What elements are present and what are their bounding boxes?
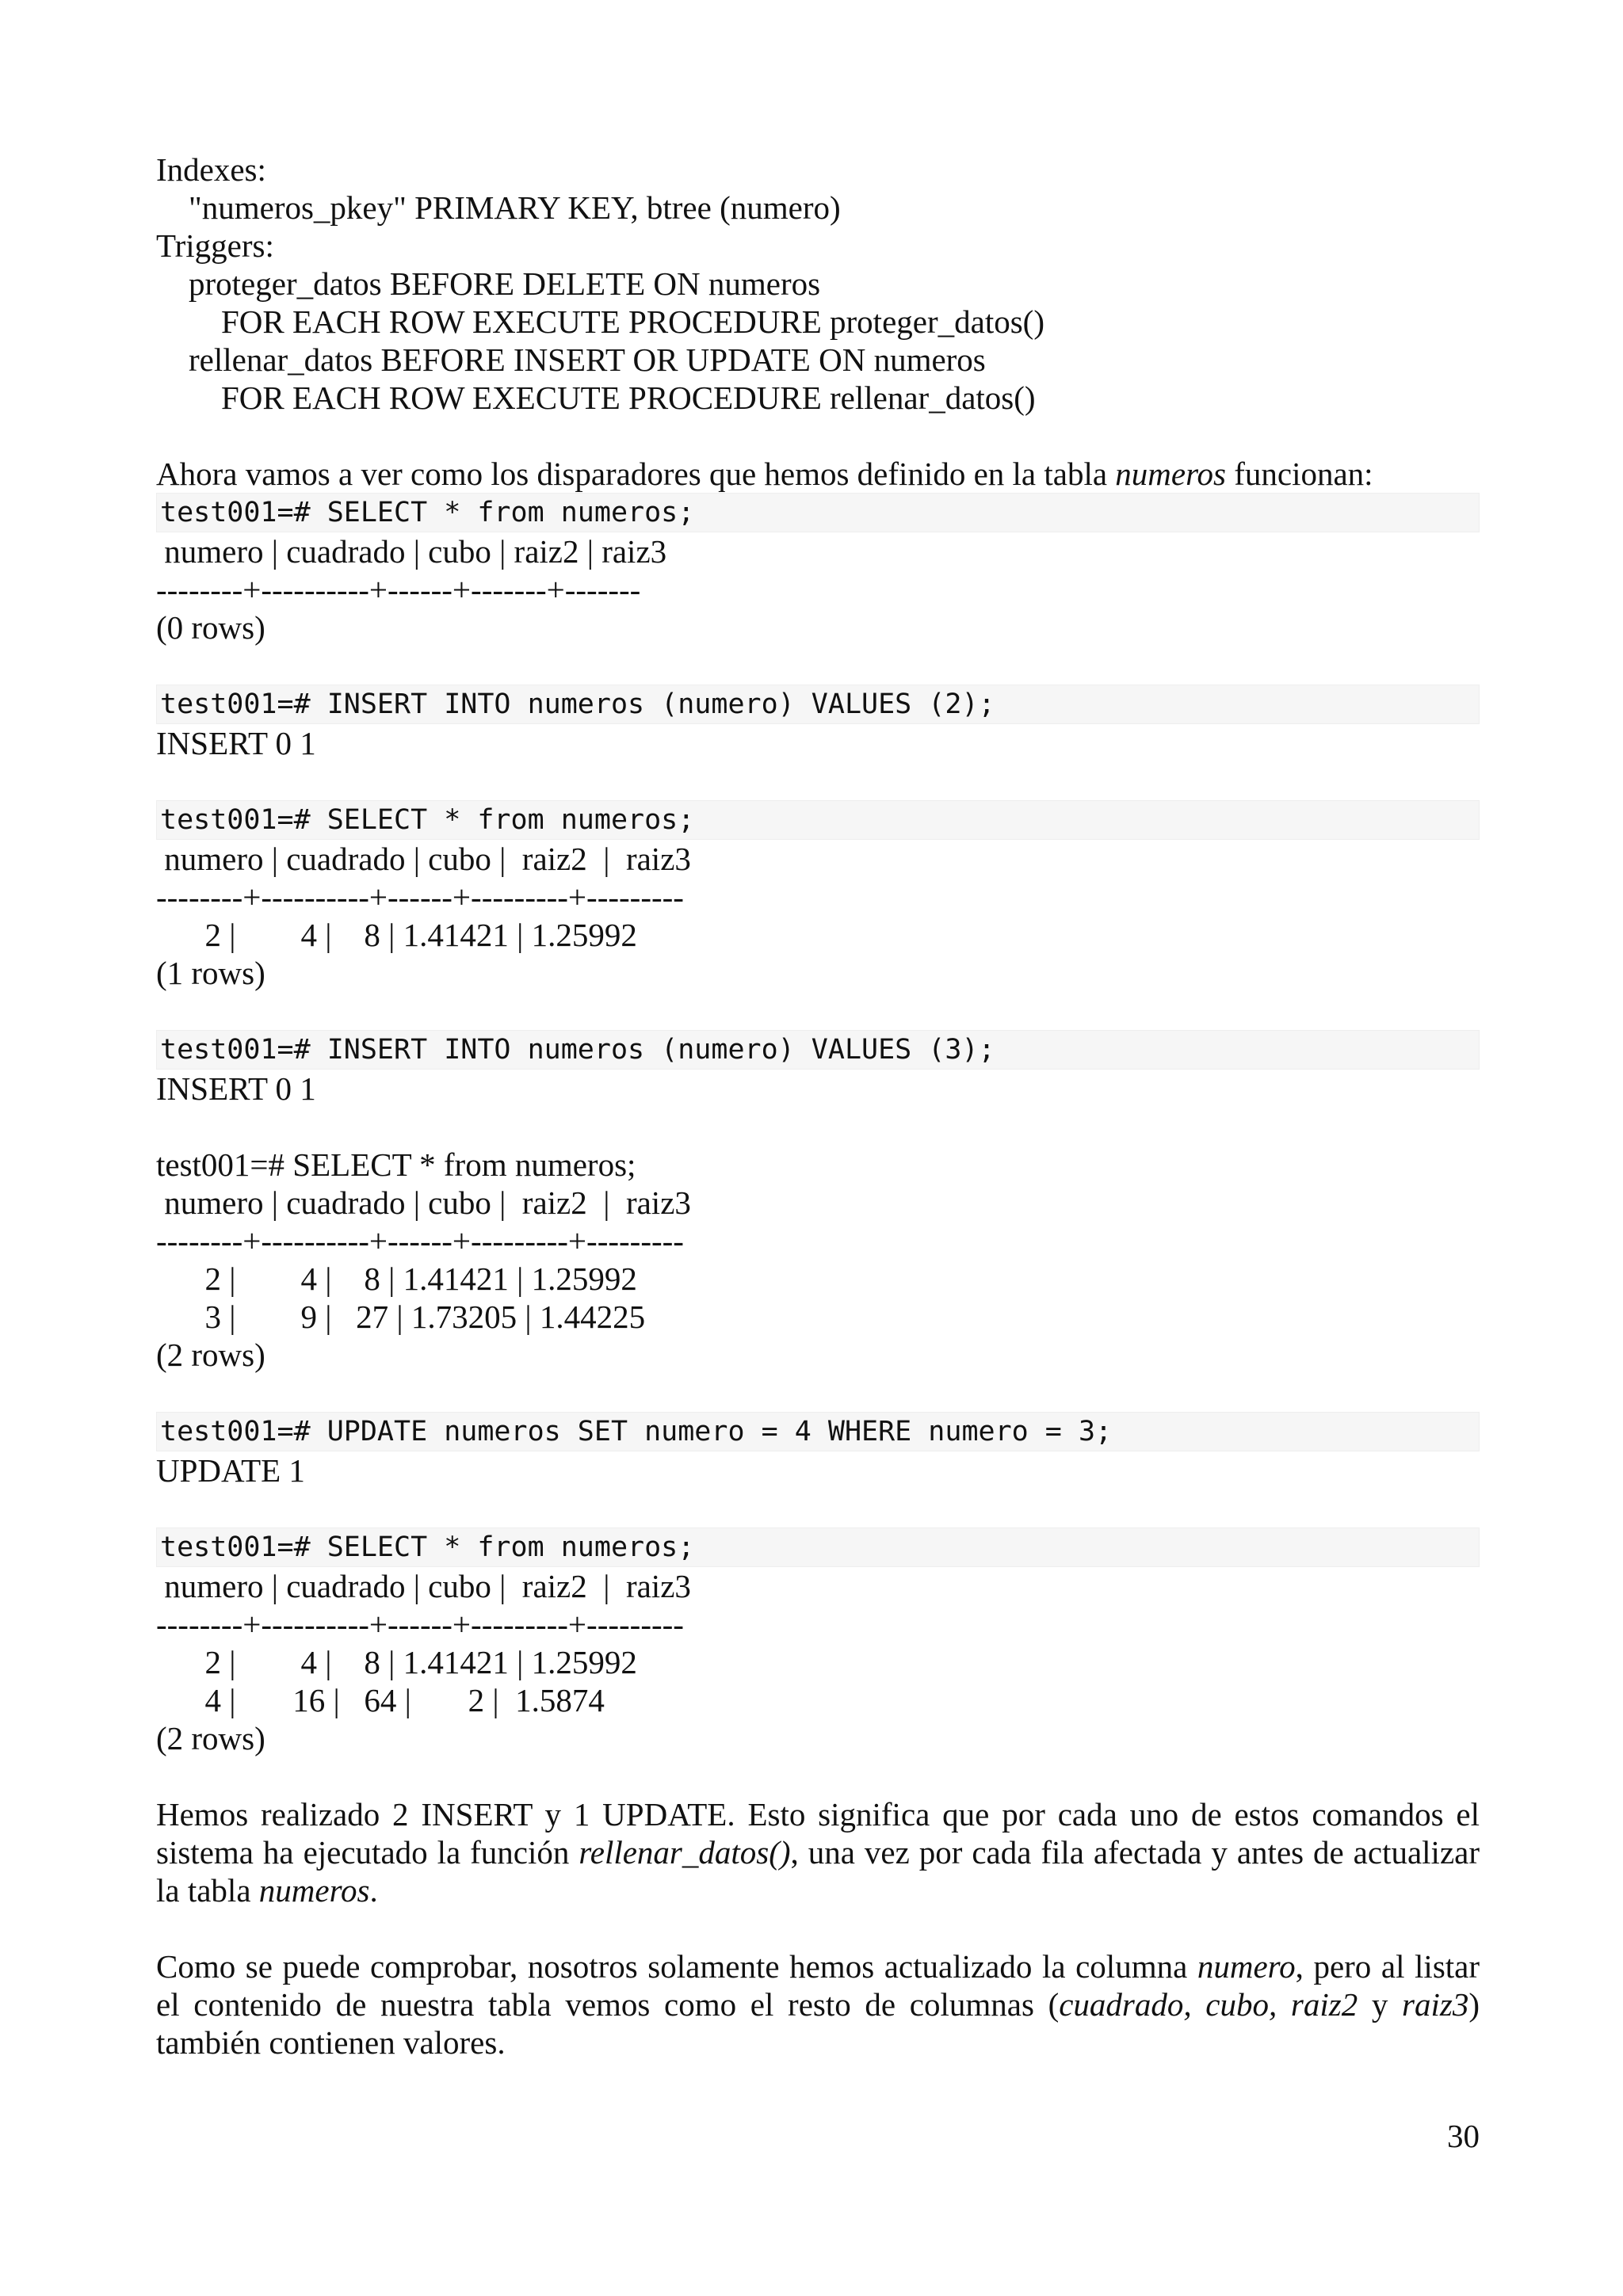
text-line: FOR EACH ROW EXECUTE PROCEDURE rellenar_datos()	[156, 379, 1036, 416]
output-line: (0 rows)	[156, 609, 265, 646]
para-emphasis: rellenar_datos()	[579, 1834, 791, 1871]
para-text: Hemos realizado 2 INSERT y 1 UPDATE. Esto significa que por cada uno de estos comandos el sistema ha ejecutado la función	[156, 1796, 1480, 1871]
para-emphasis: numeros	[258, 1872, 370, 1909]
output-line: (1 rows)	[156, 955, 265, 991]
intro-paragraph	[156, 455, 1480, 493]
text-line: FOR EACH ROW EXECUTE PROCEDURE proteger_datos()	[156, 303, 1044, 340]
sql-command: test001=# UPDATE numeros SET numero = 4 WHERE numero = 3;	[156, 1412, 1480, 1451]
output-line: INSERT 0 1	[156, 725, 316, 761]
text-line: proteger_datos BEFORE DELETE ON numeros	[156, 265, 821, 302]
output-line: numero | cuadrado | cubo | raiz2 | raiz3	[156, 533, 667, 570]
plain-command: test001=# SELECT * from numeros;	[156, 1146, 636, 1183]
sql-command: test001=# SELECT * from numeros;	[156, 1527, 1480, 1567]
sql-command: test001=# INSERT INTO numeros (numero) VALUES (2);	[156, 685, 1480, 724]
sql-command: test001=# SELECT * from numeros;	[156, 493, 1480, 532]
output-line: (2 rows)	[156, 1720, 265, 1756]
indexes-block	[156, 151, 1480, 417]
output-line: --------+----------+------+---------+---------	[156, 1222, 684, 1259]
output-line: 3 | 9 | 27 | 1.73205 | 1.44225	[156, 1299, 646, 1335]
para-text: , una vez por cada fila afectada y antes de actualizar la tabla	[156, 1834, 1480, 1909]
output-line: numero | cuadrado | cubo | raiz2 | raiz3	[156, 1184, 691, 1221]
output-line: UPDATE 1	[156, 1452, 305, 1489]
para-emphasis: numero	[1197, 1948, 1296, 1985]
output-line: 2 | 4 | 8 | 1.41421 | 1.25992	[156, 1644, 637, 1680]
para-text: .	[369, 1872, 378, 1909]
intro-text: Ahora vamos a ver como los disparadores que hemos definido en la tabla	[156, 456, 1116, 492]
output-line: 2 | 4 | 8 | 1.41421 | 1.25992	[156, 1261, 637, 1297]
text-line: Indexes:	[156, 151, 266, 188]
output-line: --------+----------+------+---------+---------	[156, 879, 684, 915]
para-text: , pero al listar el contenido de nuestra tabla vemos como el resto de columnas (	[156, 1948, 1480, 2023]
sql-command: test001=# INSERT INTO numeros (numero) VALUES (3);	[156, 1030, 1480, 1070]
para-text: y	[1358, 1986, 1403, 2023]
output-line: numero | cuadrado | cubo | raiz2 | raiz3	[156, 841, 691, 877]
para-text: ) también contienen valores.	[156, 1986, 1480, 2061]
output-line: 2 | 4 | 8 | 1.41421 | 1.25992	[156, 917, 637, 953]
explanation-paragraph	[156, 1795, 1480, 1909]
text-line: rellenar_datos BEFORE INSERT OR UPDATE ON numeros	[156, 341, 986, 378]
output-line: (2 rows)	[156, 1337, 265, 1373]
text-line: Triggers:	[156, 227, 274, 264]
text-line: "numeros_pkey" PRIMARY KEY, btree (numero)	[156, 189, 841, 226]
output-line: INSERT 0 1	[156, 1070, 316, 1107]
output-line: 4 | 16 | 64 | 2 | 1.5874	[156, 1682, 605, 1718]
para-emphasis: cuadrado, cubo, raiz2	[1059, 1986, 1358, 2023]
output-line: numero | cuadrado | cubo | raiz2 | raiz3	[156, 1568, 691, 1604]
intro-text-end: funcionan:	[1225, 456, 1373, 492]
page-number: 30	[1447, 2118, 1480, 2154]
page-content	[156, 151, 1480, 2061]
para-text: Como se puede comprobar, nosotros solamente hemos actualizado la columna	[156, 1948, 1197, 1985]
intro-emphasis: numeros	[1115, 456, 1226, 492]
para-emphasis: raiz3	[1402, 1986, 1469, 2023]
sql-command: test001=# SELECT * from numeros;	[156, 800, 1480, 840]
conclusion-paragraph	[156, 1947, 1480, 2061]
output-line: --------+----------+------+---------+---------	[156, 1606, 684, 1642]
output-line: --------+----------+------+-------+-------	[156, 571, 641, 608]
